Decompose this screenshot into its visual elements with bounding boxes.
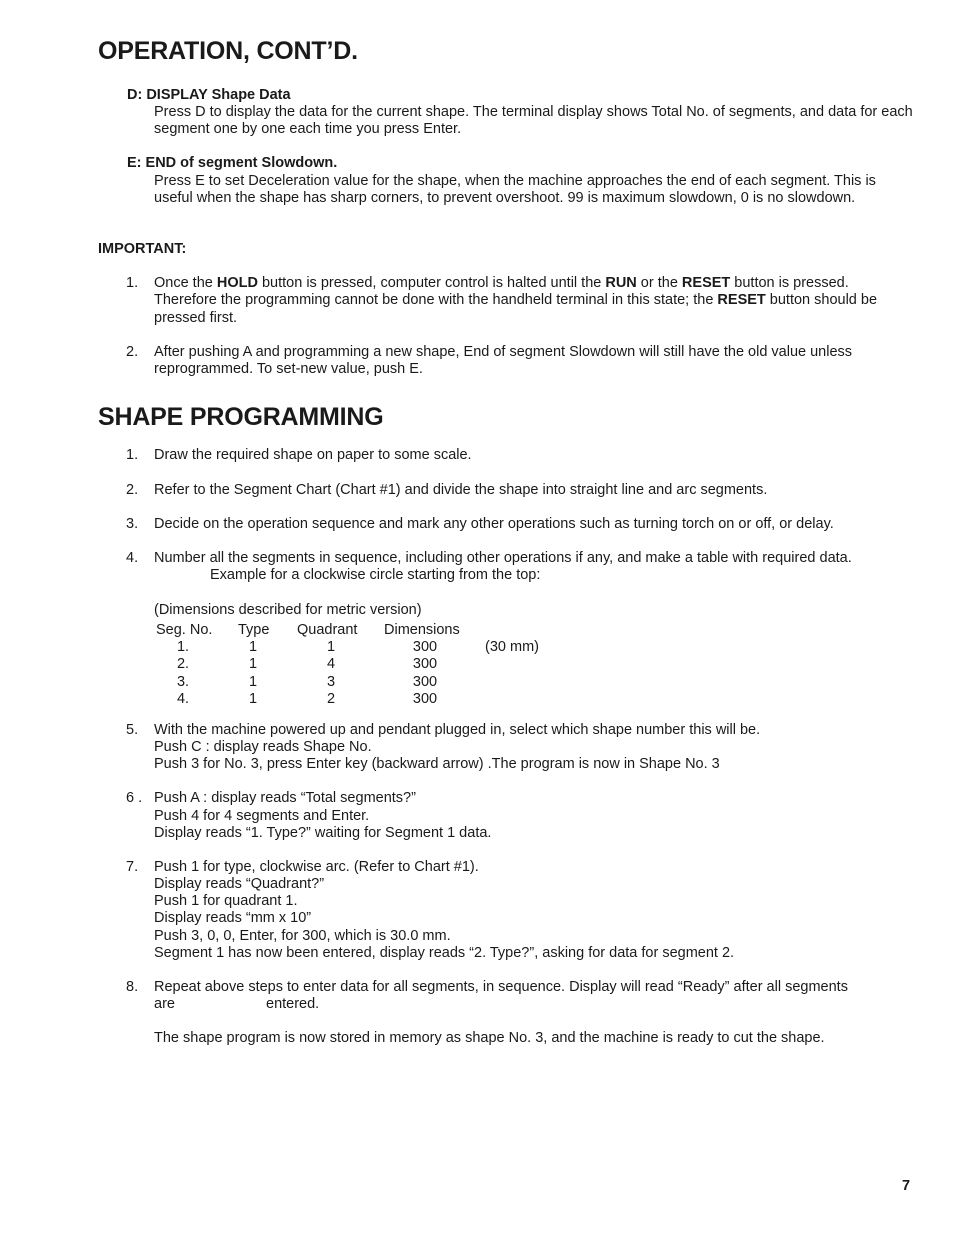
step-5-number: 5. — [126, 722, 139, 738]
step-5-line-1: With the machine powered up and pendant plugged in, select which shape number this will be. — [154, 722, 761, 738]
table-cell: 2. — [176, 656, 190, 672]
reset-keyword: RESET — [681, 275, 731, 291]
step-8-line-2a: are — [154, 996, 175, 1012]
step-7-line-1: Push 1 for type, clockwise arc. (Refer to Chart #1). — [154, 859, 479, 875]
step-3-text: Decide on the operation sequence and mark any other operations such as turning torch on or off, or delay. — [154, 516, 834, 532]
important-item-2-number: 2. — [126, 344, 139, 360]
reset-keyword: RESET — [717, 292, 766, 309]
display-shape-data-title: D: DISPLAY Shape Data — [127, 87, 291, 103]
step-4-number: 4. — [126, 550, 139, 566]
table-cell: 2 — [326, 691, 336, 707]
step-6-number: 6 . — [126, 790, 143, 806]
table-cell: (30 mm) — [485, 639, 539, 655]
table-note: (Dimensions described for metric version) — [154, 602, 422, 618]
table-cell: 4 — [326, 656, 336, 672]
step-7-line-6: Segment 1 has now been entered, display reads “2. Type?”, asking for data for segment 2. — [154, 945, 735, 961]
page-number: 7 — [902, 1178, 911, 1194]
table-cell: 1 — [248, 639, 258, 655]
step-6-line-3: Display reads “1. Type?” waiting for Segment 1 data. — [154, 825, 492, 841]
step-5-line-2: Push C : display reads Shape No. — [154, 739, 372, 755]
display-shape-data-text: Press D to display the data for the current shape. The terminal display shows Total No. of segments, and data for each segment one by one each time you press Enter. — [154, 104, 913, 138]
heading-operation-contd: OPERATION, CONT’D. — [98, 37, 358, 65]
important-item-2-text: After pushing A and programming a new shape, End of segment Slowdown will still have the old value unless reprogrammed. To set-new value, push E. — [154, 344, 853, 378]
table-cell: 1 — [248, 656, 258, 672]
step-7-line-4: Display reads “mm x 10” — [154, 910, 312, 926]
step-7-line-3: Push 1 for quadrant 1. — [154, 893, 298, 909]
table-cell: 1. — [176, 639, 190, 655]
step-1-number: 1. — [126, 447, 139, 463]
end-slowdown-text: Press E to set Deceleration value for the shape, when the machine approaches the end of each segment. This is useful when the shape has sharp corners, to prevent overshoot. 99 is maximum slowdown, 0 is no slowdown. — [154, 173, 876, 207]
step-6-line-2: Push 4 for 4 segments and Enter. — [154, 808, 370, 824]
step-8-line-3: The shape program is now stored in memory as shape No. 3, and the machine is ready to cut the shape. — [154, 1030, 825, 1046]
table-cell: 3. — [176, 674, 190, 690]
important-label: IMPORTANT: — [98, 241, 187, 257]
step-7-line-2: Display reads “Quadrant?” — [154, 876, 325, 892]
step-8-line-1: Repeat above steps to enter data for all segments, in sequence. Display will read “Ready” after all segments — [154, 979, 848, 995]
hold-keyword: HOLD — [216, 275, 258, 291]
step-4-line-2: Example for a clockwise circle starting from the top: — [210, 567, 541, 583]
step-4-line-1: Number all the segments in sequence, including other operations if any, and make a table with required data. — [154, 550, 852, 566]
step-8-line-2b: entered. — [266, 996, 320, 1012]
table-cell: 1 — [248, 674, 258, 690]
step-5-line-3: Push 3 for No. 3, press Enter key (backward arrow) .The program is now in Shape No. 3 — [154, 756, 720, 772]
table-cell: 1 — [248, 691, 258, 707]
end-slowdown-title: E: END of segment Slowdown. — [127, 155, 338, 171]
table-cell: 300 — [412, 674, 438, 690]
table-cell: 300 — [412, 639, 438, 655]
step-2-text: Refer to the Segment Chart (Chart #1) and divide the shape into straight line and arc segments. — [154, 482, 768, 498]
table-header-seg-no: Seg. No. — [156, 622, 213, 638]
step-8-number: 8. — [126, 979, 139, 995]
step-7-line-5: Push 3, 0, 0, Enter, for 300, which is 30.0 mm. — [154, 928, 451, 944]
important-item-1-number: 1. — [126, 275, 139, 291]
step-2-number: 2. — [126, 482, 139, 498]
table-cell: 300 — [412, 656, 438, 672]
step-1-text: Draw the required shape on paper to some scale. — [154, 447, 472, 463]
step-7-number: 7. — [126, 859, 139, 875]
run-keyword: RUN — [605, 275, 637, 291]
table-header-type: Type — [238, 622, 270, 638]
heading-shape-programming: SHAPE PROGRAMMING — [98, 403, 384, 431]
important-item-1-text: Once the HOLD button is pressed, computer control is halted until the RUN or the RESET button is pressed. Therefore the programming cannot be done with the handheld terminal in this state; the RESET button should be pressed first. — [154, 275, 878, 326]
table-header-quadrant: Quadrant — [297, 622, 358, 638]
table-cell: 3 — [326, 674, 336, 690]
table-cell: 4. — [176, 691, 190, 707]
step-6-line-1: Push A : display reads “Total segments?” — [154, 790, 416, 806]
table-header-dimensions: Dimensions — [384, 622, 460, 638]
table-cell: 300 — [412, 691, 438, 707]
table-cell: 1 — [326, 639, 336, 655]
step-3-number: 3. — [126, 516, 139, 532]
